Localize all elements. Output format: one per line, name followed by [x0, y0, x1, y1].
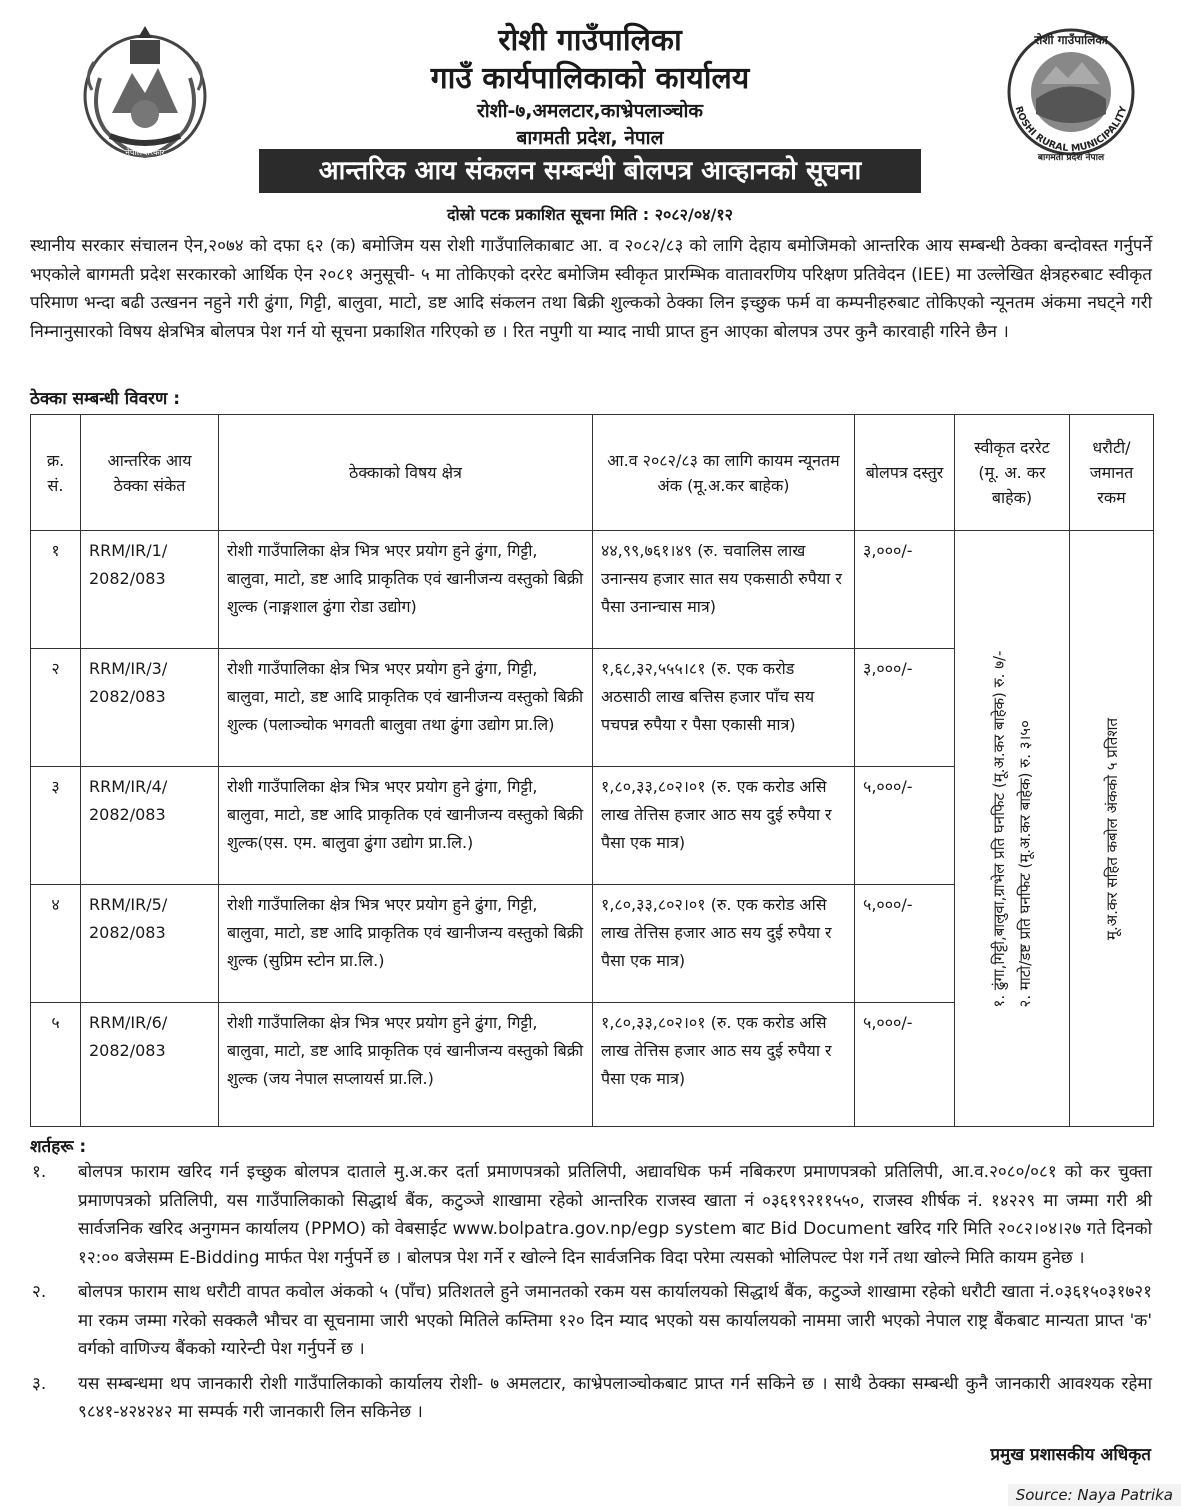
list-item: [30, 1278, 1152, 1364]
row-fee: ३,०००/-: [855, 649, 955, 767]
col-header-subject: ठेक्काको विषय क्षेत्र: [219, 415, 593, 531]
row-code: RRM/IR/4/ 2082/083: [81, 767, 219, 885]
col-header-code: आन्तरिक आय ठेक्का संकेत: [81, 415, 219, 531]
row-subject: रोशी गाउँपालिका क्षेत्र भित्र भएर प्रयोग हुने ढुंगा, गिट्टी, बालुवा, माटो, डष्ट आदि प्राकृतिक एवं खानीजन्य वस्तुको बिक्री शुल्क (नाङ्गशाल ढुंगा रोडा उद्योग): [219, 531, 593, 649]
contract-details-label: ठेक्का सम्बन्धी विवरण :: [30, 389, 180, 409]
row-fee: ५,०००/-: [855, 885, 955, 1003]
row-code: RRM/IR/1/ 2082/083: [81, 531, 219, 649]
term-number: २.: [32, 1282, 47, 1302]
contract-table: [30, 414, 1154, 1127]
col-header-approved-rate: स्वीकृत दररेट (मू. अ. कर बाहेक): [955, 415, 1070, 531]
terms-label: शर्तहरू :: [30, 1137, 87, 1157]
deposit-cell: [1070, 531, 1154, 1127]
row-fee: ५,०००/-: [855, 767, 955, 885]
rate-line-2: २. माटो/डष्ट प्रति घनफिट (मू.अ.कर बाहेक) रु. ३।५०: [1016, 719, 1034, 1007]
row-amount: १,८०,३३,८०२।०१ (रु. एक करोड असि लाख तेत्तिस हजार आठ सय दुई रुपैया र पैसा एक मात्र): [593, 767, 855, 885]
row-subject: रोशी गाउँपालिका क्षेत्र भित्र भएर प्रयोग हुने ढुंगा, गिट्टी, बालुवा, माटो, डष्ट आदि प्राकृतिक एवं खानीजन्य वस्तुको बिक्री शुल्क (सुप्रिम स्टोन प्रा.लि.): [219, 885, 593, 1003]
header-office-subtitle: गाउँ कार्यपालिकाको कार्यालय: [430, 61, 750, 96]
row-sn: ४: [31, 885, 81, 1003]
approved-rate-cell: [955, 531, 1070, 1127]
term-text: यस सम्बन्धमा थप जानकारी रोशी गाउँपालिकाको कार्यालय रोशी- ७ अमलटार, काभ्रेपलाञ्चोकबाट प्राप्त गर्न सकिने छ । साथै ठेक्का सम्बन्धी कुनै जानकारी आवश्यक रहेमा ९८४१-४२४२४२ मा सम्पर्क गरी जानकारी लिन सकिनेछ ।: [78, 1373, 1152, 1422]
list-item: [30, 1158, 1152, 1272]
row-sn: ३: [31, 767, 81, 885]
header-province: बागमती प्रदेश, नेपाल: [516, 127, 664, 149]
term-number: ३.: [32, 1373, 47, 1394]
logo-text-ring: ROSHI RURAL MUNICIPALITY: [1012, 104, 1130, 155]
row-subject: रोशी गाउँपालिका क्षेत्र भित्र भएर प्रयोग हुने ढुंगा, गिट्टी, बालुवा, माटो, डष्ट आदि प्राकृतिक एवं खानीजन्य वस्तुको बिक्री शुल्क(एस. एम. बालुवा ढुंगा उद्योग प्रा.लि.): [219, 767, 593, 885]
row-sn: २: [31, 649, 81, 767]
term-text: बोलपत्र फाराम खरिद गर्न इच्छुक बोलपत्र दाताले मु.अ.कर दर्ता प्रमाणपत्रको प्रतिलिपी, अद्यावधिक फर्म नबिकरण प्रमाणपत्रको प्रतिलिपी, आ.व.२०८०/०८१ को कर चुक्ता प्रमाणपत्रको प्रतिलिपी, यस गाउँपालिकाको सिद्धार्थ बैंक, कटुञ्जे शाखामा रहेको आन्तरिक राजस्व खाता नं ०३६१९२११५५०, राजस्व शीर्षक नं. १४२२९ मा जम्मा गरी श्री सार्वजनिक खरिद अनुगमन कार्यालय (PPMO) को वेबसाईट www.bolpatra.gov.np/egp system बाट Bid Document खरिद गरि मिति २०८२।०४।२७ गते दिनको १२:०० बजेसम्म E-Bidding मार्फत पेश गर्नुपर्ने छ । बोलपत्र पेश गर्ने र खोल्ने दिन सार्वजनिक विदा परेमा त्यसको भोलिपल्ट पेश गर्ने तथा खोल्ने मिति कायम हुनेछ ।: [78, 1162, 1152, 1268]
signatory-title: प्रमुख प्रशासकीय अधिकृत: [990, 1445, 1151, 1465]
row-sn: ५: [31, 1003, 81, 1127]
row-code: RRM/IR/5/ 2082/083: [81, 885, 219, 1003]
col-header-bid-fee: बोलपत्र दस्तुर: [855, 415, 955, 531]
source-credit: Source: Naya Patrika: [1008, 1484, 1181, 1506]
row-sn: १: [31, 531, 81, 649]
publish-date: दोस्रो पटक प्रकाशित सूचना मिति : २०८२/०४/१२: [447, 205, 733, 224]
header-address: रोशी-७,अमलटार,काभ्रेपलाञ्चोक: [476, 100, 704, 122]
emblem-caption: नेपाल सरकार: [125, 148, 165, 157]
row-amount: १,६८,३२,५५५।८१ (रु. एक करोड अठसाठी लाख बत्तिस हजार पाँच सय पचपन्न रुपैया र पैसा एकासी मात्र): [593, 649, 855, 767]
col-header-sn: क्र. सं.: [31, 415, 81, 531]
nepal-emblem-icon: [70, 18, 220, 168]
logo-text-top: रोशी गाउँपालिका: [1034, 33, 1108, 47]
row-amount: १,८०,३३,८०२।०१ (रु. एक करोड असि लाख तेत्तिस हजार आठ सय दुई रुपैया र पैसा एक मात्र): [593, 1003, 855, 1127]
header-office-name: रोशी गाउँपालिका: [498, 23, 682, 58]
col-header-deposit: धरौटी/ जमानत रकम: [1070, 415, 1154, 531]
row-subject: रोशी गाउँपालिका क्षेत्र भित्र भएर प्रयोग हुने ढुंगा, गिट्टी, बालुवा, माटो, डष्ट आदि प्राकृतिक एवं खानीजन्य वस्तुको बिक्री शुल्क (जय नेपाल सप्लायर्स प्रा.लि.): [219, 1003, 593, 1127]
term-text: बोलपत्र फाराम साथ धरौटी वापत कवोल अंकको ५ (पाँच) प्रतिशतले हुने जमानतको रकम यस कार्यालयको सिद्धार्थ बैंक, कटुञ्जे शाखामा रहेको धरौटी खाता नं.०३६१५०३१७२१ मा रकम जम्मा गरेको सक्कलै भौचर वा सूचनामा जारी भएको मितिले कम्तिमा १२० दिन म्याद भएको यस कार्यालयको नाममा जारी भएको नेपाल राष्ट्र बैंकबाट मान्यता प्राप्त 'क' वर्गको वाणिज्य बैंकको ग्यारेन्टी पेश गर्नुपर्ने छ ।: [78, 1282, 1152, 1359]
term-number: १.: [32, 1162, 47, 1182]
row-amount: १,८०,३३,८०२।०१ (रु. एक करोड असि लाख तेत्तिस हजार आठ सय दुई रुपैया र पैसा एक मात्र): [593, 885, 855, 1003]
row-fee: ३,०००/-: [855, 531, 955, 649]
terms-list: [30, 1158, 1152, 1433]
deposit-text: मू.अ.कर सहित कबोल अंकको ५ प्रतिशत: [1102, 717, 1121, 940]
intro-paragraph: स्थानीय सरकार संचालन ऐन,२०७४ को दफा ६२ (क) बमोजिम यस रोशी गाउँपालिकाबाट आ. व २०८२/८३ को लागि देहाय बमोजिमको आन्तरिक आय सम्बन्धी ठेक्का बन्दोवस्त गर्नुपर्ने भएकोले बागमती प्रदेश सरकारको आर्थिक ऐन २०८१ अनुसूची- ५ मा तोकिएको दररेट बमोजिम स्वीकृत प्रारम्भिक वातावरणिय परिक्षण प्रतिवेदन (IEE) मा उल्लेखित क्षेत्रहरुबाट स्वीकृत परिमाण भन्दा बढी उत्खनन नहुने गरी ढुंगा, गिट्टी, बालुवा, माटो, डष्ट आदि संकलन तथा बिक्री शुल्कको ठेक्का लिन इच्छुक फर्म वा कम्पनीहरुबाट तोकिएको न्यूनतम अंकमा नघट्ने गरी निम्नानुसारको विषय क्षेत्रभित्र बोलपत्र पेश गर्न यो सूचना प्रकाशित गरिएको छ । रित नपुगी या म्याद नाघी प्राप्त हुन आएका बोलपत्र उपर कुनै कारवाही गरिने छैन ।: [30, 236, 1152, 342]
table-row: [31, 531, 1154, 649]
notice-title: आन्तरिक आय संकलन सम्बन्धी बोलपत्र आव्हानको सूचना: [259, 149, 921, 193]
row-code: RRM/IR/6/ 2082/083: [81, 1003, 219, 1127]
rate-line-1: १. ढुंगा,गिट्टी,बालुवा,ग्राभेल प्रति घनफिट (मू.अ.कर बाहेक) रु. ७/-: [990, 650, 1008, 1007]
col-header-minimum-amount: आ.व २०८२/८३ का लागि कायम न्यूनतम अंक (मू.अ.कर बाहेक): [593, 415, 855, 531]
logo-text-bottom: बागमती प्रदेश नेपाल: [1037, 153, 1105, 163]
row-subject: रोशी गाउँपालिका क्षेत्र भित्र भएर प्रयोग हुने ढुंगा, गिट्टी, बालुवा, माटो, डष्ट आदि प्राकृतिक एवं खानीजन्य वस्तुको बिक्री शुल्क (पलाञ्चोक भगवती बालुवा तथा ढुंगा उद्योग प्रा.लि): [219, 649, 593, 767]
municipality-logo-icon: [996, 14, 1146, 164]
row-code: RRM/IR/3/ 2082/083: [81, 649, 219, 767]
row-fee: ५,०००/-: [855, 1003, 955, 1127]
table-header-row: [31, 415, 1154, 531]
list-item: [30, 1370, 1152, 1427]
row-amount: ४४,९९,७६१।४९ (रु. चवालिस लाख उनान्सय हजार सात सय एकसाठी रुपैया र पैसा उनान्चास मात्र): [593, 531, 855, 649]
